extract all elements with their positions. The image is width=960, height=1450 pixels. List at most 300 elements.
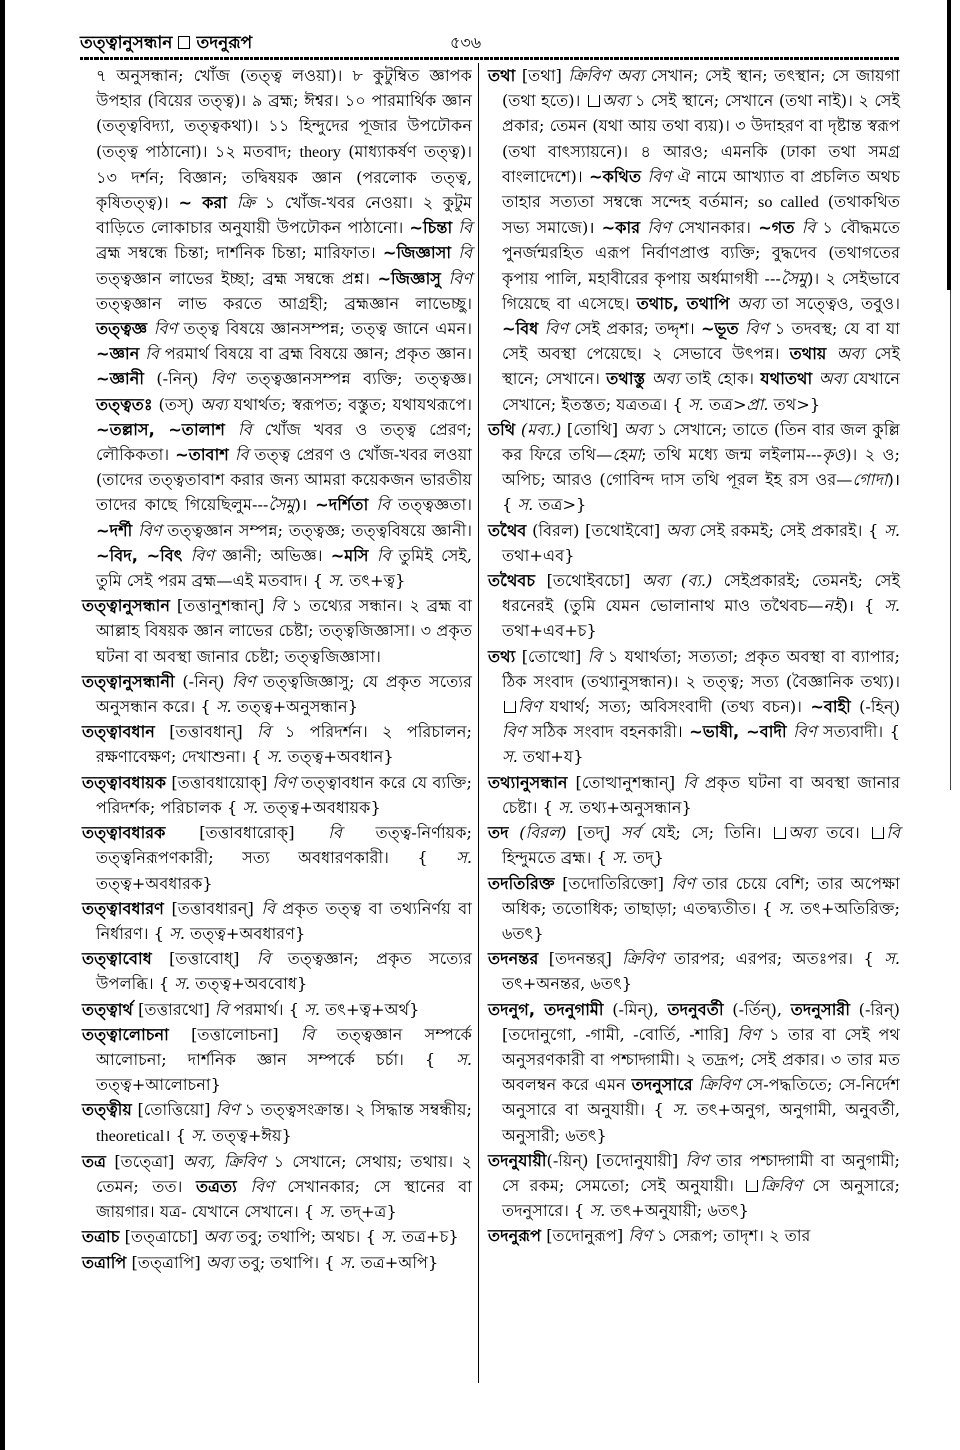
definition-text: তা সত্ত্বেও, তবুও। bbox=[764, 293, 900, 313]
definition-text: (মাধ্যাকর্ষণ তত্ত্ব)। ১৩ দর্শন; বিজ্ঞান; তদ্বিষয়ক জ্ঞান (পরলোক তত্ত্ব, কৃষিতত্ত্ব)। bbox=[96, 141, 472, 213]
grammar-label: বিণ bbox=[641, 166, 672, 186]
definition-text: সেখান; সেই স্থান; তৎস্থান; সে জায়গা (তথা হতে)। bbox=[502, 66, 900, 111]
grammar-label: অব্য bbox=[601, 91, 630, 111]
headword: ~কার bbox=[601, 218, 641, 238]
definition-text: তথা+য} bbox=[517, 747, 584, 767]
definition-text: ১ পরিদর্শন। ২ পরিচালন; রক্ষণাবেক্ষণ; দেখাশুনা। { bbox=[96, 722, 472, 767]
grammar-label: বি bbox=[261, 898, 275, 918]
headword: ~কথিত bbox=[589, 166, 642, 186]
dictionary-entry bbox=[82, 997, 472, 1022]
entry-continuation bbox=[82, 63, 472, 593]
grammar-label: স. bbox=[589, 1201, 606, 1221]
grammar-label: অব্য bbox=[203, 1227, 231, 1247]
grammar-label: বিণ bbox=[502, 722, 526, 742]
scan-right-edge bbox=[947, 0, 951, 290]
grammar-label: ক্রিবিণ bbox=[692, 1075, 741, 1095]
definition-text: তৎ+ত্ব+অর্থ} bbox=[320, 999, 420, 1019]
definition-text: [তত্ত্রাচো] bbox=[119, 1227, 204, 1247]
definition-text: (তস্) bbox=[152, 394, 200, 414]
grammar-label: বি bbox=[214, 999, 229, 1019]
headword: তদনুসারী bbox=[790, 999, 850, 1019]
definition-text: (-য়িন্) [তদোনুযায়ী] bbox=[546, 1150, 686, 1170]
definition-text: সঠিক সংবাদ বহনকারী। bbox=[525, 722, 690, 742]
guide-word-last: তদনুরূপ bbox=[196, 33, 253, 53]
dictionary-entry bbox=[488, 63, 900, 417]
grammar-label: স. bbox=[381, 1227, 397, 1247]
definition-text: [তত্তারথো] bbox=[132, 999, 215, 1019]
grammar-label: বি bbox=[228, 445, 249, 465]
dictionary-entry bbox=[82, 896, 472, 946]
headword: তথ্য bbox=[488, 646, 516, 666]
grammar-label: স. bbox=[266, 747, 283, 767]
definition-text: (-হিন্) bbox=[850, 697, 901, 717]
definition-text: ১ সেরূপ; তাদৃশ। ২ তার bbox=[651, 1226, 811, 1246]
headword: ~দর্শিতা bbox=[315, 495, 369, 515]
definition-text: তত্র+অপি} bbox=[355, 1252, 439, 1272]
grammar-label: ক্রিবিণ অব্য bbox=[568, 66, 645, 85]
definition-text: )। ২ ও; অপিচ; আরও (গোবিন্দ দাস তথি পূরল ইহ রস ওর— bbox=[502, 445, 900, 490]
definition-text: [তোথি] bbox=[566, 419, 624, 439]
definition-text: ৭ অনুসন্ধান; খোঁজ (তত্ত্ব লওয়া)। ৮ কুটুম্বিত জ্ঞাপক উপহার (বিয়ের তত্ত্ব)। ৯ ব্রহ্ম; ঈশ্বর। ১০ পারমার্থিক জ্ঞান (তত্ত্ববিদ্যা, তত্ত্বকথা)। ১১ হিন্দুদের পূজার উপঢৌকন (তত্ত্ব পাঠানো)। ১২ মতবাদ; bbox=[96, 66, 472, 161]
headword: তত্রাপি bbox=[82, 1252, 127, 1272]
grammar-label: বিণ bbox=[786, 722, 817, 742]
definition-text: তুমিই সেই, তুমি সেই পরম ব্রহ্ম—এই মতবাদ। { bbox=[96, 545, 472, 591]
dictionary-entry bbox=[82, 719, 472, 769]
grammar-label: অব্য bbox=[788, 823, 816, 843]
dictionary-entry bbox=[488, 871, 900, 947]
definition-text: )। { bbox=[502, 470, 900, 515]
headword: ~জ্ঞানী bbox=[96, 369, 145, 389]
definition-text: তত্ত্বজ্ঞান; প্রকৃত সত্যের উপলব্ধি। { bbox=[96, 949, 472, 994]
definition-text: তত্ত্বজ্ঞান সম্পন্ন; তত্ত্বজ্ঞ; তত্ত্ববিষয়ে জ্ঞানী। bbox=[161, 520, 472, 540]
definition-text: তত্ত্ব+অবধারণ} bbox=[184, 923, 306, 943]
grammar-label: সর্ব bbox=[620, 823, 641, 843]
definition-text: পরমার্থ। { bbox=[228, 999, 305, 1019]
definition-text: তত্ত্ব+অববোধ} bbox=[190, 974, 308, 994]
dictionary-entry bbox=[488, 997, 900, 1148]
definition-text: তবু; তথাপি; অথচ। { bbox=[230, 1227, 382, 1247]
headword: তদনুসারে bbox=[631, 1075, 693, 1095]
grammar-label: বিণ bbox=[640, 218, 671, 238]
definition-text: জ্ঞানী; অভিজ্ঞ। bbox=[214, 545, 331, 565]
definition-text: ১ তার বা সেই পথ অনুসরণকারী বা পশ্চাদ্গামী। ২ তদ্রূপ; সেই প্রকার। ৩ তার মত অবলম্বন করে এমন bbox=[502, 1024, 900, 1095]
definition-text: [তত্তাবধারন্] bbox=[163, 898, 262, 918]
grammar-label: ক্রিবিণ bbox=[622, 949, 664, 969]
definition-text: তত্র+চ} bbox=[396, 1227, 459, 1247]
grammar-label: বিণ bbox=[147, 319, 178, 339]
definition-text: ঐ নামে আখ্যাত বা প্রচলিত অথচ তাহার সত্যতা সম্বন্ধে সন্দেহ বর্তমান; bbox=[502, 166, 900, 212]
sense-box-icon bbox=[774, 827, 786, 839]
definition-text: [তত্ত্রো] bbox=[106, 1151, 183, 1171]
scan-right-edge-thin bbox=[950, 290, 951, 790]
definition-text: [তত্ত্রাপি] bbox=[126, 1252, 206, 1272]
definition-text: [তদোনুরূপ] bbox=[541, 1226, 629, 1246]
sense-box-icon bbox=[588, 95, 600, 107]
headword: ~বিদ, ~বিৎ bbox=[96, 545, 183, 565]
grammar-label: অব্য, ক্রিবিণ bbox=[182, 1151, 266, 1171]
grammar-label: বি bbox=[271, 596, 285, 616]
grammar-label: অব্য bbox=[205, 1252, 234, 1272]
definition-text: [তত্তাবধায়োক্] bbox=[166, 772, 273, 792]
definition-text: তাই হোক। bbox=[679, 369, 761, 389]
definition-text: [তত্তানুশন্ধান্] bbox=[170, 596, 272, 616]
definition-text: তত্ত্বজ্ঞান সম্পর্কে আলোচনা; দার্শনিক জ্ঞান সম্পর্কে চর্চা। { bbox=[96, 1024, 472, 1069]
definition-text: যেখানে সেখানে; ইতস্তত; যত্রতত্র। { bbox=[502, 369, 901, 414]
headword: তথ্যানুসন্ধান bbox=[488, 772, 568, 792]
headword: তত্ত্বার্থ bbox=[82, 999, 133, 1019]
headword: তত্ত্বতঃ bbox=[96, 394, 153, 414]
grammar-label: বিণ bbox=[685, 1150, 709, 1170]
definition-text: তত্র> bbox=[703, 394, 747, 414]
definition-text: [তোত্থানুশন্ধান্] bbox=[567, 772, 684, 792]
sense-box-icon bbox=[504, 701, 516, 713]
right-column bbox=[488, 63, 900, 1249]
dictionary-entry bbox=[82, 669, 472, 719]
grammar-label: স. bbox=[884, 596, 900, 616]
dictionary-entry bbox=[82, 593, 472, 669]
headword: ~ভূত bbox=[700, 319, 739, 339]
grammar-label: বি bbox=[257, 722, 271, 742]
dictionary-entry bbox=[488, 417, 900, 518]
grammar-label: অব্য bbox=[812, 369, 847, 389]
grammar-label: স. bbox=[169, 923, 185, 943]
grammar-label: গোদা bbox=[852, 470, 888, 490]
headword: ~ভাষী, ~বাদী bbox=[689, 722, 787, 742]
grammar-label: বি bbox=[452, 218, 472, 238]
definition-text: (বিরল) [তথোইবো] bbox=[526, 520, 666, 540]
grammar-label: বি bbox=[886, 823, 900, 843]
definition-text: তত্ত্ব+অবধায়ক} bbox=[258, 797, 381, 817]
definition-text: । { bbox=[164, 1125, 192, 1145]
grammar-label: অব্য bbox=[199, 394, 228, 414]
definition-text: [তদ্] bbox=[577, 823, 621, 843]
definition-text: তত্ত্বাবধান করে যে ব্যক্তি; পরিদর্শক; পরিচালক { bbox=[96, 772, 472, 817]
headword: তথৈবচ bbox=[488, 571, 536, 591]
definition-text: সেই স্থানে; সেখানে। bbox=[502, 344, 901, 389]
headword: ~তল্লাস, ~তালাশ bbox=[96, 419, 225, 439]
grammar-label: স. bbox=[611, 848, 628, 868]
sense-box-icon bbox=[872, 827, 884, 839]
definition-text: প্রকৃত ঘটনা বা অবস্থা জানার চেষ্টা। { bbox=[502, 772, 900, 817]
definition-text: তথ্য+অনুসন্ধান} bbox=[573, 797, 692, 817]
dictionary-entry bbox=[82, 770, 472, 820]
grammar-label: বি bbox=[256, 949, 271, 969]
definition-text: তৎ+অনুযায়ী; ৬তৎ} bbox=[605, 1201, 749, 1221]
definition-text: (-মিন্), bbox=[603, 999, 668, 1019]
definition-text: হিন্দুমতে ব্রহ্ম। { bbox=[502, 848, 612, 868]
headword: তত্ত্বালোচনা bbox=[82, 1024, 169, 1044]
definition-text: সে-পদ্ধতিতে; সে-নির্দেশ অনুসারে বা অনুযায়ী। { bbox=[502, 1075, 900, 1120]
definition-text: খোঁজ খবর ও তত্ত্ব প্রেরণ; লৌকিকতা। bbox=[96, 419, 472, 465]
grammar-label: অব্য bbox=[666, 520, 694, 540]
english-gloss: theoretical bbox=[96, 1126, 165, 1145]
dictionary-entry bbox=[488, 1223, 900, 1248]
definition-text: তৎ+ত্ব} bbox=[344, 571, 406, 591]
guide-word-first: তত্ত্বানুসন্ধান bbox=[80, 33, 173, 53]
headword: তত্ত্বাবধায়ক bbox=[82, 772, 167, 792]
grammar-label: বিণ bbox=[210, 369, 235, 389]
headword: তত্ত্বাবোধ bbox=[82, 949, 152, 969]
definition-text: তথা+এব} bbox=[502, 545, 575, 565]
grammar-label: বি bbox=[451, 243, 472, 263]
grammar-label: বি bbox=[683, 772, 697, 792]
headword: তত্ত্বাবধান bbox=[82, 722, 155, 742]
grammar-label: বি bbox=[794, 218, 816, 238]
headword: তথাচ, তথাপি bbox=[636, 293, 730, 313]
headword: ~বাহী bbox=[810, 697, 851, 717]
definition-text: প্রকৃত তত্ত্ব বা তথ্যনির্ণয় বা নির্ধারণ। { bbox=[96, 898, 473, 943]
headword: তথায় bbox=[789, 344, 827, 364]
definition-text: ১ খোঁজ-খবর নেওয়া। ২ কুটুম বাড়িতে লোকাচার অনুযায়ী উপঢৌকন পাঠানো। bbox=[96, 193, 473, 238]
definition-text: [তদনন্তর্] bbox=[538, 949, 623, 969]
dictionary-entry bbox=[488, 820, 900, 870]
guide-separator-icon bbox=[178, 36, 190, 49]
definition-text: [তোত্তিয়ো] bbox=[131, 1100, 216, 1120]
grammar-label: স. bbox=[319, 1202, 336, 1222]
grammar-label: স. bbox=[884, 520, 901, 540]
headword: যথাতথা bbox=[760, 369, 813, 389]
headword: ~তাবাশ bbox=[175, 445, 229, 465]
dictionary-entry bbox=[82, 946, 472, 996]
definition-text: ১ তত্ত্বসংক্রান্ত। ২ সিদ্ধান্ত সম্বন্ধীয়; bbox=[239, 1100, 472, 1120]
definition-text: তত্ত্বজ্ঞানসম্পন্ন ব্যক্তি; তত্ত্বজ্ঞ। bbox=[234, 369, 472, 389]
grammar-label: স. bbox=[339, 1252, 356, 1272]
grammar-label: বিণ bbox=[132, 520, 162, 540]
dictionary-entry bbox=[488, 770, 900, 820]
definition-text: যথার্থত; স্বরূপত; বস্তুত; যথাযথরূপে। bbox=[227, 394, 472, 414]
grammar-label: বিণ bbox=[538, 319, 569, 339]
definition-text: (-নিন্) bbox=[144, 369, 211, 389]
definition-text: তার পশ্চাদ্গামী বা অনুগামী; সে রকম; সেমতো; সেই অনুযায়ী। bbox=[502, 1150, 900, 1195]
grammar-label: বিণ bbox=[671, 873, 695, 893]
definition-text: )। { bbox=[841, 596, 885, 616]
grammar-label: অব্য (ব্য.) bbox=[641, 571, 713, 591]
definition-text: সেখানকার। bbox=[670, 218, 759, 238]
definition-text: তত্ত্ব বিষয়ে জ্ঞানসম্পন্ন; তত্ত্ব জানে এমন। bbox=[177, 319, 472, 339]
grammar-label: স. bbox=[304, 999, 320, 1019]
grammar-label: বিণ bbox=[628, 1226, 652, 1246]
definition-text: ব্রহ্ম সম্বন্ধে চিন্তা; দার্শনিক চিন্তা; মারিফাত। bbox=[96, 243, 383, 263]
definition-text: [তথোইবচো] bbox=[535, 571, 642, 591]
definition-text: ১ তথ্যের সন্ধান। ২ ব্রহ্ম বা আল্লাহ বিষয়ক জ্ঞান লাভের চেষ্টা; তত্ত্বজিজ্ঞাসা। ৩ প্রকৃত ঘটনা বা অবস্থা জানার চেষ্টা; তত্ত্বজিজ্ঞাসা। bbox=[96, 596, 472, 666]
definition-text: তদ্} bbox=[627, 848, 664, 868]
headword: ~বিধ bbox=[502, 319, 539, 339]
grammar-label: স. bbox=[687, 394, 704, 414]
dictionary-entry bbox=[488, 644, 900, 770]
definition-text: (-রিন্) [তদোনুগো, -গামী, -বোর্তি, -শারি] bbox=[502, 999, 900, 1044]
definition-text: ১ তদবস্থ; যে বা যা সেই অবস্থা পেয়েছে। ২ সেভাবে উৎপন্ন। bbox=[502, 319, 900, 364]
headword: তত্ত্বজ্ঞ bbox=[96, 319, 148, 339]
headword: তত্রত্য bbox=[195, 1176, 237, 1196]
headword: ~চিন্তা bbox=[409, 218, 453, 238]
definition-text: তবু; তথাপি। { bbox=[233, 1252, 340, 1272]
headword: তত্ত্বাবধারক bbox=[82, 823, 166, 843]
definition-text: তত্ত্ব-নির্ণায়ক; তত্ত্বনিরূপণকারী; সত্য অবধারণকারী। { bbox=[96, 823, 472, 868]
header-rule bbox=[80, 57, 900, 60]
definition-text: তত্র>} bbox=[533, 495, 587, 515]
headword: তদতিরিক্ত bbox=[488, 873, 555, 893]
grammar-label: স. bbox=[517, 495, 534, 515]
grammar-label: স. bbox=[672, 1100, 689, 1120]
sense-box-icon bbox=[746, 1180, 758, 1192]
definition-text: সেইপ্রকারই; তেমনই; সেই ধরনেরই (তুমি যেমন ভোলানাথ মাও তথৈবচ— bbox=[502, 571, 900, 616]
grammar-label: হেমা bbox=[612, 445, 642, 465]
grammar-label: বিণ bbox=[272, 772, 296, 792]
definition-text: তার চেয়ে বেশি; তার অপেক্ষা অধিক; ততোধিক; তাছাড়া; এতদ্ব্যতীত। { bbox=[502, 873, 900, 918]
dictionary-entry bbox=[488, 946, 900, 996]
headword: ~জ্ঞান bbox=[96, 344, 140, 364]
grammar-label: বিণ bbox=[215, 1100, 240, 1120]
grammar-label: ক্রিবিণ bbox=[760, 1175, 802, 1195]
definition-text: (-র্তিন্), bbox=[723, 999, 791, 1019]
definition-text: তদ্+ত্র} bbox=[335, 1202, 397, 1222]
definition-text: তত্ত্বজিজ্ঞাসু; যে প্রকৃত সত্যের অনুসন্ধান করে। { bbox=[96, 671, 472, 717]
definition-text: পরমার্থ বিষয়ে বা ব্রহ্ম বিষয়ে জ্ঞান; প্রকৃত জ্ঞান। bbox=[158, 344, 472, 364]
definition-text: )। ২ সেইভাবে গিয়েছে বা এসেছে। bbox=[502, 268, 900, 313]
grammar-label: বি bbox=[300, 1024, 315, 1044]
headword: ~দর্শী bbox=[96, 520, 133, 540]
headword: তদনুযায়ী bbox=[488, 1150, 547, 1170]
definition-text: তত্ত্ব+ঈয়} bbox=[206, 1125, 292, 1145]
definition-text: তৎ+অনুগ, অনুগামী, অনুবর্তী, অনুসারী; ৬তৎ} bbox=[502, 1100, 900, 1145]
dictionary-entry bbox=[82, 1097, 472, 1148]
dictionary-entry bbox=[82, 1022, 472, 1098]
dictionary-entry bbox=[82, 1224, 472, 1249]
definition-text: ১ সেখানে; তাতে (তিন বার জল কুল্লি কর ফিরে তথি— bbox=[502, 419, 900, 465]
scan-left-edge bbox=[0, 0, 5, 1450]
definition-text: [তদোতিরিক্তো] bbox=[554, 873, 672, 893]
definition-text: তথ>} bbox=[768, 394, 821, 414]
grammar-label: অব্য bbox=[623, 419, 652, 439]
grammar-label: বি bbox=[587, 646, 602, 666]
grammar-label: বি bbox=[328, 823, 342, 843]
grammar-label: অব্য bbox=[826, 344, 865, 364]
headword: তত্ত্বাবধারণ bbox=[82, 898, 164, 918]
grammar-label: (বিরল) bbox=[508, 823, 577, 843]
definition-text: (-নিন্) bbox=[174, 671, 233, 691]
grammar-label: স. bbox=[242, 797, 259, 817]
headword: ~জিজ্ঞাসা bbox=[382, 243, 452, 263]
definition-text: তত্ত্ব+অনুসন্ধান} bbox=[231, 697, 359, 717]
grammar-label: (মব্য.) bbox=[515, 419, 567, 439]
headword: তত্র bbox=[82, 1151, 107, 1171]
english-gloss: so called bbox=[758, 193, 819, 212]
grammar-label: বি bbox=[368, 545, 391, 565]
definition-text: ১ যথার্থতা; সত্যতা; প্রকৃত অবস্থা বা ব্যাপার; ঠিক সংবাদ (তথ্যানুসন্ধান)। ২ তত্ত্ব; সত্য (বৈজ্ঞানিক তথ্য)। bbox=[502, 646, 900, 691]
headword: তদনন্তর bbox=[488, 949, 539, 969]
page-number: ৫৩৬ bbox=[450, 33, 482, 52]
definition-text: সে অনুসারে; তদনুসারে। { bbox=[502, 1175, 900, 1221]
headword: তদ bbox=[488, 823, 509, 843]
grammar-label: ক্রি bbox=[227, 193, 255, 213]
page-header bbox=[80, 30, 900, 52]
grammar-label: স. bbox=[215, 697, 232, 717]
grammar-label: বিণ bbox=[738, 319, 769, 339]
grammar-label: স. bbox=[558, 797, 574, 817]
grammar-label: স. bbox=[502, 747, 518, 767]
headword: ~জিজ্ঞাসু bbox=[377, 268, 441, 288]
grammar-label: প্রা. bbox=[746, 394, 769, 414]
headword: তদনুরূপ bbox=[488, 1226, 542, 1246]
left-column bbox=[82, 63, 472, 1275]
definition-text: তারপর; এরপর; অতঃপর। { bbox=[663, 949, 885, 969]
definition-text: সেই রকমই; সেই প্রকারই। { bbox=[693, 520, 885, 540]
grammar-label: বিণ bbox=[182, 545, 215, 565]
grammar-label: কৃও bbox=[821, 445, 846, 465]
dictionary-entry bbox=[82, 1250, 472, 1275]
headword: তথৈব bbox=[488, 520, 527, 540]
definition-text: [তোত্থো] bbox=[515, 646, 588, 666]
definition-text: ; তথি মধ্যে জন্ম লইলাম--- bbox=[641, 445, 822, 465]
english-gloss: theory bbox=[299, 142, 341, 161]
definition-text: [তত্তাবোধ্] bbox=[151, 949, 257, 969]
definition-text: তত্ত্বজ্ঞান লাভের ইচ্ছা; ব্রহ্ম সম্বন্ধে প্রশ্ন। bbox=[96, 268, 378, 288]
definition-text: তৎ+অতিরিক্ত; ৬তৎ} bbox=[502, 898, 900, 943]
grammar-label: স. bbox=[328, 571, 345, 591]
grammar-label: স. bbox=[456, 848, 472, 868]
guide-words bbox=[80, 30, 252, 58]
grammar-label: স. bbox=[778, 898, 795, 918]
definition-text: তত্ত্বজ্ঞান লাভ করতে আগ্রহী; ব্রহ্মজ্ঞান লাভেচ্ছু। bbox=[96, 293, 472, 313]
grammar-label: স. bbox=[191, 1125, 207, 1145]
dictionary-entry bbox=[488, 1148, 900, 1224]
grammar-label: বিণ bbox=[441, 268, 472, 288]
grammar-label: বিণ bbox=[518, 697, 542, 717]
definition-text: [তথা] bbox=[515, 66, 569, 85]
definition-text: [তত্তাবধারোক্] bbox=[165, 823, 329, 843]
grammar-label: অব্য bbox=[729, 293, 765, 313]
headword: তত্ত্বীয় bbox=[82, 1100, 132, 1120]
headword: তথি bbox=[488, 419, 516, 439]
definition-text: ১ সেখানে; সেথায়; তথায়। ২ তেমন; তত। bbox=[96, 1151, 472, 1196]
grammar-label: সৈমু bbox=[780, 268, 808, 288]
definition-text: সত্যবাদী। { bbox=[816, 722, 900, 742]
definition-text: তবে। bbox=[815, 823, 871, 843]
headword: তদনুগ, তদনুগামী bbox=[488, 999, 604, 1019]
headword: ~মসি bbox=[330, 545, 369, 565]
headword: তথাস্তু bbox=[606, 369, 646, 389]
grammar-label: বিণ bbox=[737, 1024, 761, 1044]
definition-text: তৎ+অনন্তর, ৬তৎ} bbox=[502, 974, 633, 994]
definition-text: তত্ত্ব+অবধারক} bbox=[96, 873, 213, 893]
grammar-label: বিণ bbox=[232, 671, 256, 691]
grammar-label: বি bbox=[139, 344, 159, 364]
definition-text: তত্ত্ব+আলোচনা} bbox=[96, 1075, 221, 1095]
definition-text: )। bbox=[294, 495, 316, 515]
definition-text: ১ সেই স্থানে; সেখানে (তথা নাই)। ২ সেই প্রকার; তেমন (যথা আয় তথা ব্যয়)। ৩ উদাহরণ বা দৃষ্টান্ত স্বরূপ (তথা বাৎস্যায়নে)। ৪ আরও; এমনকি (ঢাকা তথা সমগ্র বাংলাদেশে)। bbox=[502, 91, 900, 186]
headword: তত্ত্বানুসন্ধান bbox=[82, 596, 171, 616]
definition-text: ১ বৌদ্ধমতে পুনর্জন্মরহিত এরূপ নির্বাণপ্রাপ্ত ব্যক্তি; বুদ্ধদেব (তথাগতের কৃপায় পালি, মহাবীরের কৃপায় অর্ধমাগধী --- bbox=[502, 218, 900, 288]
grammar-label: সৈমু bbox=[268, 495, 295, 515]
dictionary-entry bbox=[488, 568, 900, 644]
column-divider bbox=[478, 63, 479, 1383]
headword: তদনুবর্তী bbox=[667, 999, 724, 1019]
headword: তথা bbox=[488, 66, 516, 85]
dictionary-entry bbox=[82, 1149, 472, 1225]
grammar-label: স. bbox=[456, 1049, 472, 1069]
dictionary-entry bbox=[82, 820, 472, 896]
grammar-label: অব্য bbox=[645, 369, 680, 389]
definition-text: তত্ত্বজ্ঞতা। bbox=[390, 495, 472, 515]
definition-text: যথার্থ; সত্য; অবিসংবাদী (তথ্য বচন)। bbox=[541, 697, 811, 717]
grammar-label: স. bbox=[174, 974, 191, 994]
definition-text: (তথাকথিত সভ্য সমাজে)। bbox=[502, 192, 900, 238]
grammar-label: বিণ bbox=[236, 1176, 274, 1196]
definition-text: [তত্তাবধান্] bbox=[154, 722, 258, 742]
grammar-label: বি bbox=[224, 419, 252, 439]
definition-text: সেই প্রকার; তদ্দৃশ। bbox=[568, 319, 701, 339]
headword: তত্রাচ bbox=[82, 1227, 120, 1247]
